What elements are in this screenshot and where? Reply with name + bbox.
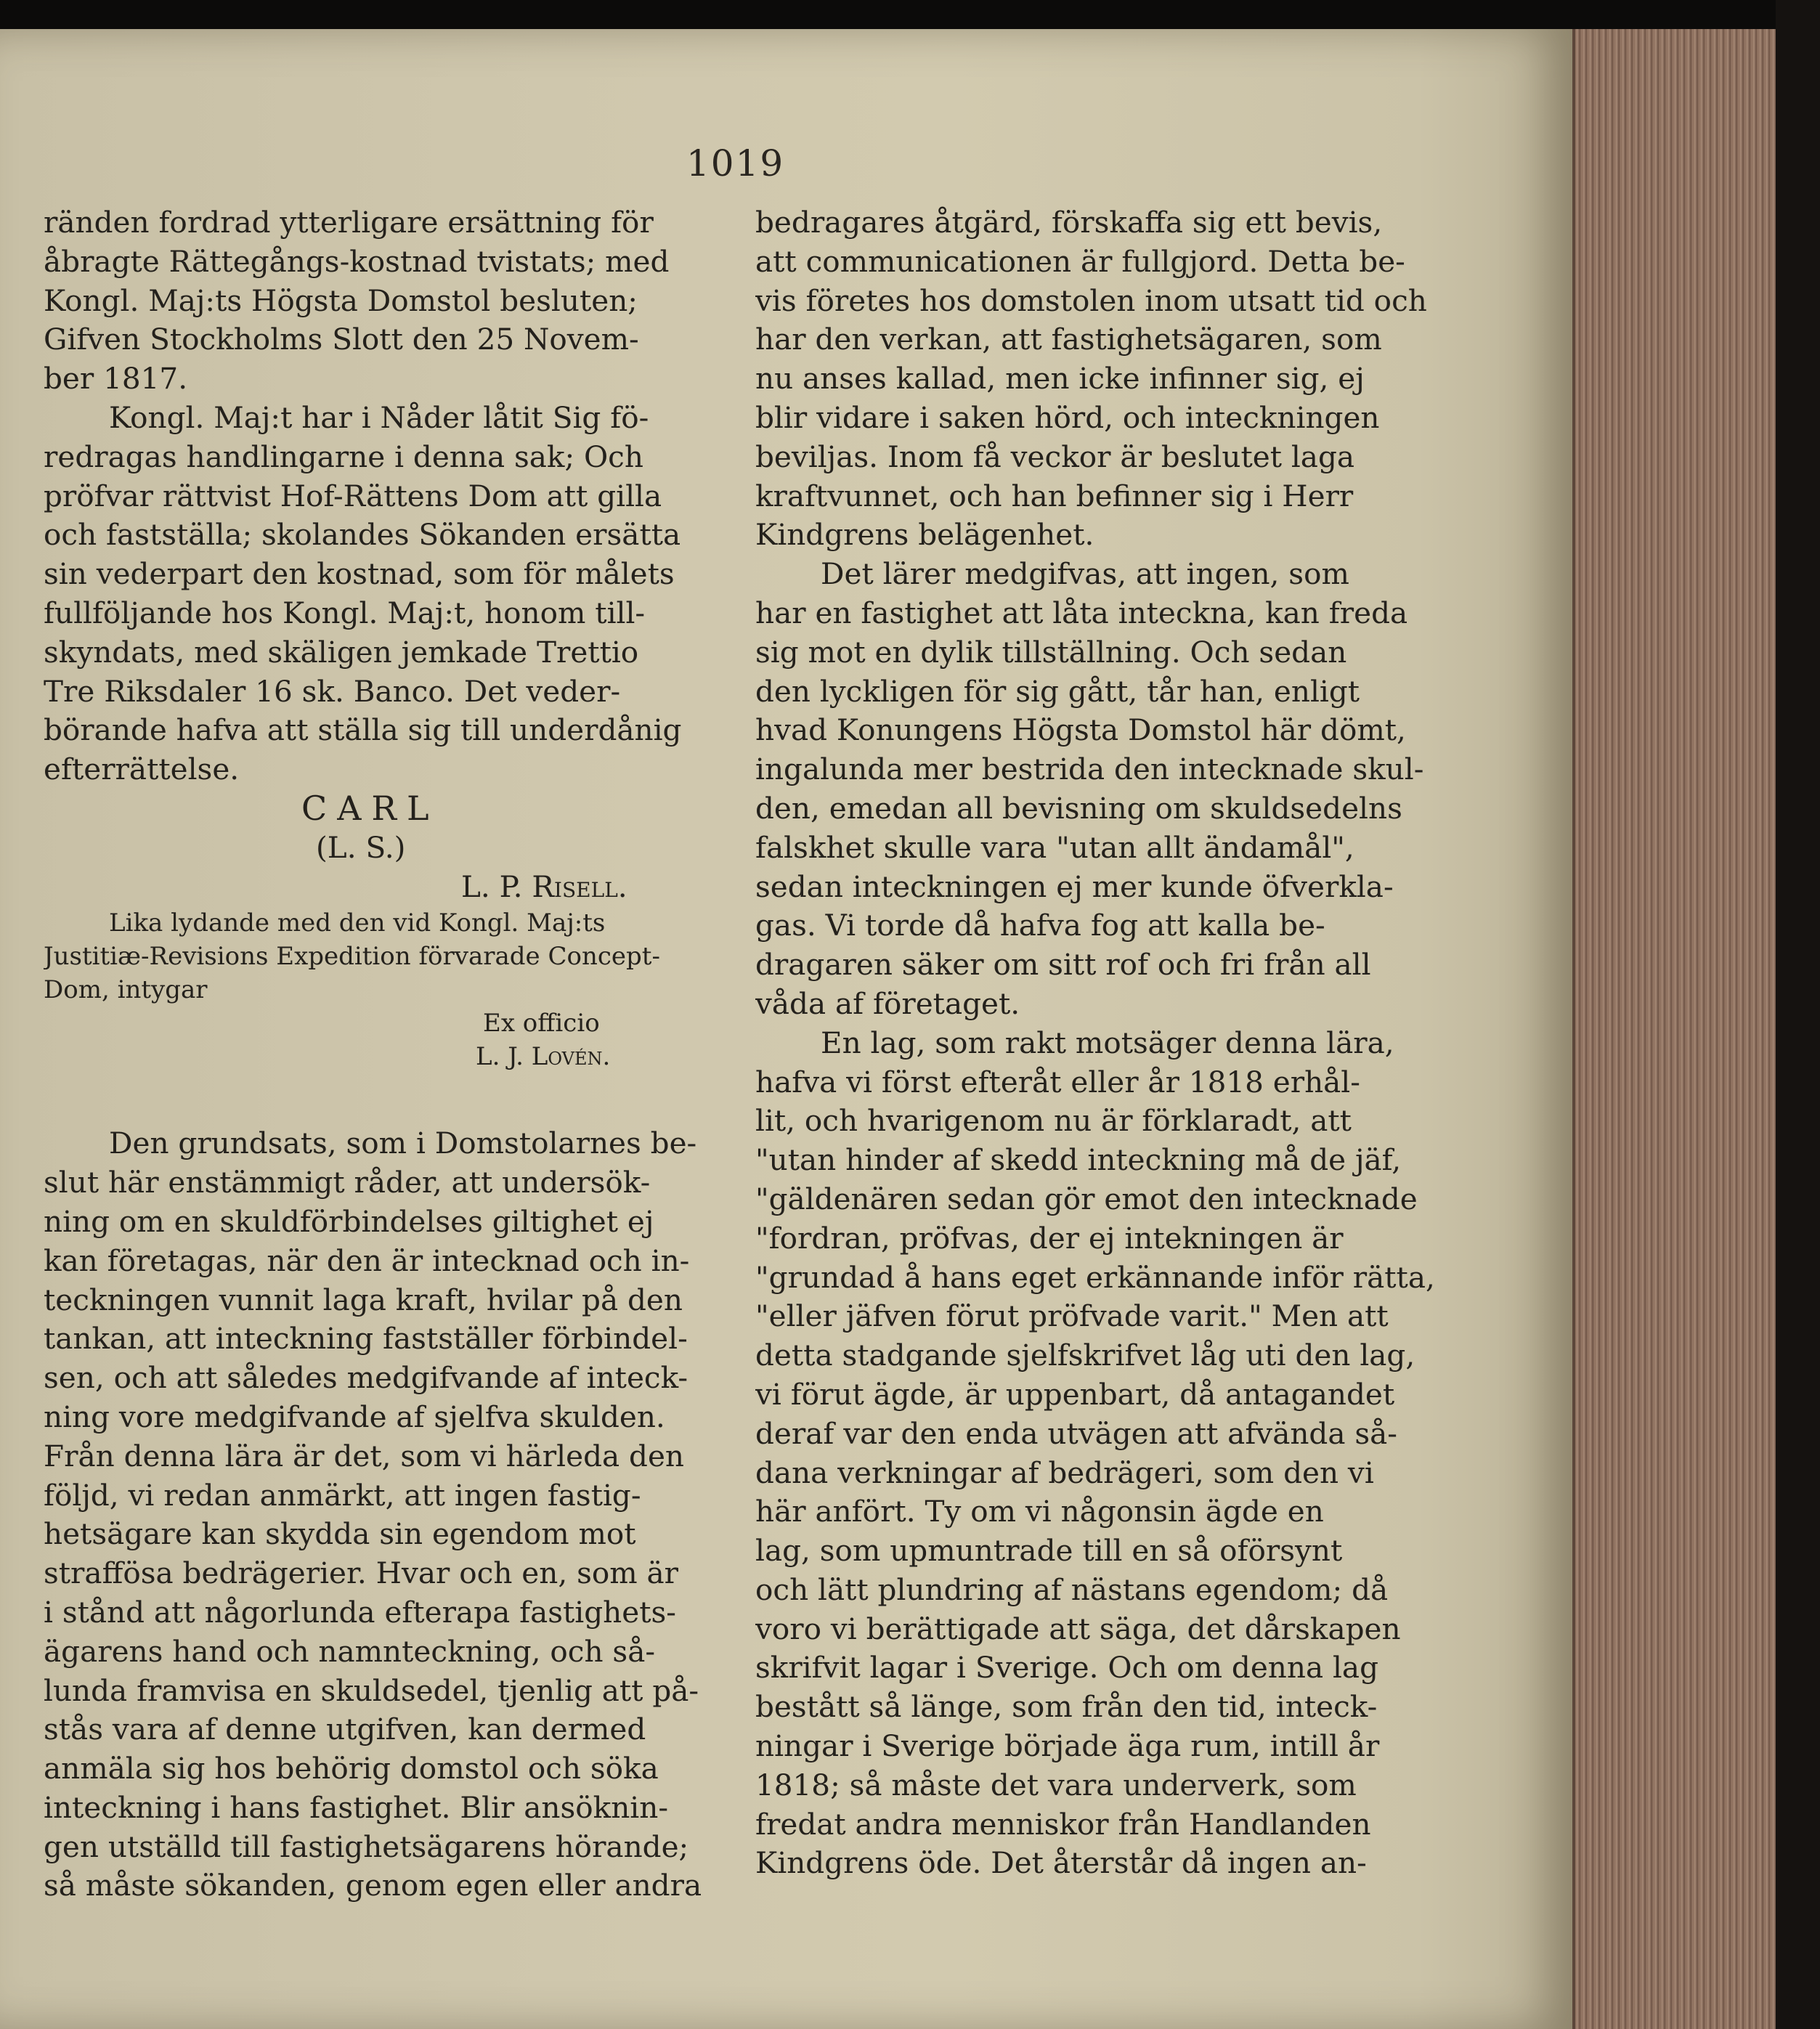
text-line: Kongl. Maj:ts Högsta Domstol besluten; <box>44 282 638 318</box>
text-line: detta stadgande sjelfskrifvet låg uti den lag, <box>755 1338 1415 1373</box>
text-line: kraftvunnet, och han befinner sig i Herr <box>755 478 1354 513</box>
text-line: har den verkan, att fastighetsägaren, som <box>755 322 1382 357</box>
text-line: slut här enstämmigt råder, att undersök- <box>44 1165 651 1200</box>
text-line: ning vore medgifvande af sjelfva skulden. <box>44 1399 665 1434</box>
page-edges <box>1572 29 1779 2029</box>
text-line: teckningen vunnit laga kraft, hvilar på den <box>44 1282 683 1317</box>
page-number: 1019 <box>686 142 785 184</box>
text-line: deraf var den enda utvägen att afvända så- <box>755 1415 1397 1451</box>
text-line: anmäla sig hos behörig domstol och söka <box>44 1751 659 1786</box>
right-column <box>755 203 1482 1883</box>
text-line: har en fastighet att låta inteckna, kan freda <box>755 595 1408 630</box>
text-line: "fordran, pröfvas, der ej intekningen är <box>755 1220 1344 1256</box>
text-line: Dom, intygar <box>44 975 208 1005</box>
text-line: bedragares åtgärd, förskaffa sig ett bevis, <box>755 205 1383 240</box>
text-line: lit, och hvarigenom nu är förklaradt, att <box>755 1103 1352 1139</box>
signature-name: CARL <box>301 788 439 828</box>
text-line: Kongl. Maj:t har i Nåder låtit Sig fö- <box>109 399 649 435</box>
text-line: sig mot en dylik tillställning. Och sedan <box>755 634 1347 670</box>
left-column <box>44 203 719 1906</box>
text-line: stås vara af denne utgifven, kan dermed <box>44 1712 646 1747</box>
text-line: så måste sökanden, genom egen eller andra <box>44 1868 702 1903</box>
text-line: skrifvit lagar i Sverige. Och om denna lag <box>755 1650 1378 1686</box>
left-paragraph-2 <box>44 399 719 789</box>
right-paragraph-3 <box>755 1024 1482 1884</box>
text-line: i stånd att någorlunda efterapa fastighets- <box>44 1594 676 1630</box>
text-line: börande hafva att ställa sig till underdånig <box>44 712 682 748</box>
text-line: efterrättelse. <box>44 752 240 787</box>
text-line: bestått så länge, som från den tid, inteck- <box>755 1689 1378 1725</box>
text-line: hetsägare kan skydda sin egendom mot <box>44 1516 636 1552</box>
text-line: "utan hinder af skedd inteckning må de jäf, <box>755 1142 1402 1178</box>
text-line: tankan, att inteckning fastställer förbindel- <box>44 1321 688 1357</box>
text-line: den, emedan all bevisning om skuldsedelns <box>755 790 1402 826</box>
text-line: och fastställa; skolandes Sökanden ersätta <box>44 517 681 553</box>
text-line: att communicationen är fullgjord. Detta be- <box>755 243 1405 279</box>
text-line: ränden fordrad ytterligare ersättning för <box>44 205 654 240</box>
text-line: fullföljande hos Kongl. Maj:t, honom till- <box>44 595 646 630</box>
right-paragraph-2 <box>755 555 1482 1024</box>
text-line: inteckning i hans fastighet. Blir ansöknin- <box>44 1789 669 1825</box>
text-line: gen utställd till fastighetsägarens hörande; <box>44 1829 689 1864</box>
signature-seal: (L. S.) <box>316 829 406 865</box>
text-line: dana verkningar af bedrägeri, som den vi <box>755 1455 1374 1490</box>
text-line: lunda framvisa en skuldsedel, tjenlig att på- <box>44 1672 699 1708</box>
text-line: Från denna lära är det, som vi härleda den <box>44 1438 685 1473</box>
text-line: hvad Konungens Högsta Domstol här dömt, <box>755 712 1406 748</box>
text-line: vi förut ägde, är uppenbart, då antagandet <box>755 1376 1395 1412</box>
text-line: pröfvar rättvist Hof-Rättens Dom att gilla <box>44 478 662 513</box>
left-paragraph-3 <box>44 1124 719 1906</box>
text-line: Gifven Stockholms Slott den 25 Novem- <box>44 322 639 357</box>
text-line: skyndats, med skäligen jemkade Trettio <box>44 634 639 670</box>
text-line: ningar i Sverige började äga rum, intill år <box>755 1728 1380 1764</box>
text-line: åbragte Rättegångs-kostnad tvistats; med <box>44 243 670 279</box>
text-line: straffösa bedrägerier. Hvar och en, som är <box>44 1556 679 1591</box>
text-line: Den grundsats, som i Domstolarnes be- <box>109 1126 697 1161</box>
ex-officio: Ex officio <box>483 1009 600 1038</box>
text-line: ber 1817. <box>44 361 188 397</box>
text-line: gas. Vi torde då hafva fog att kalla be- <box>755 908 1325 943</box>
text-line: Kindgrens belägenhet. <box>755 517 1094 553</box>
text-line: Justitiæ-Revisions Expedition förvarade Concept- <box>44 942 660 972</box>
text-line: den lyckligen för sig gått, tår han, enligt <box>755 673 1360 709</box>
text-line: lag, som upmuntrade till en så oförsynt <box>755 1533 1343 1569</box>
text-line: redragas handlingarne i denna sak; Och <box>44 439 643 474</box>
text-line: sin vederpart den kostnad, som för målets <box>44 556 675 592</box>
text-line: hafva vi först efteråt eller år 1818 erhål- <box>755 1064 1360 1099</box>
text-line: här anfört. Ty om vi någonsin ägde en <box>755 1494 1324 1529</box>
text-line: och lätt plundring af nästans egendom; då <box>755 1571 1389 1607</box>
text-line: voro vi berättigade att säga, det dårskapen <box>755 1611 1401 1646</box>
text-line: följd, vi redan anmärkt, att ingen fastig- <box>44 1477 641 1513</box>
text-line: kan företagas, när den är intecknad och in- <box>44 1243 690 1278</box>
text-line: vis företes hos domstolen inom utsatt tid och <box>755 282 1427 318</box>
text-line: "grundad å hans eget erkännande inför rätta, <box>755 1259 1435 1295</box>
certifier: L. J. Lovén. <box>476 1042 611 1072</box>
text-line: ägarens hand och namnteckning, och så- <box>44 1633 656 1669</box>
right-paragraph-1 <box>755 203 1482 555</box>
countersign: L. P. Risell. <box>461 869 627 904</box>
book-spine-shadow <box>1776 0 1820 2029</box>
text-line: fredat andra menniskor från Handlanden <box>755 1806 1371 1842</box>
text-line: Tre Riksdaler 16 sk. Banco. Det veder- <box>44 673 621 709</box>
text-line: "eller jäfven förut pröfvade varit." Men att <box>755 1298 1389 1334</box>
text-line: Kindgrens öde. Det återstår då ingen an- <box>755 1845 1367 1881</box>
text-line: dragaren säker om sitt rof och fri från all <box>755 947 1371 983</box>
text-line: falskhet skulle vara "utan allt ändamål", <box>755 829 1354 865</box>
section-gap <box>44 1073 719 1124</box>
text-line: "gäldenären sedan gör emot den intecknade <box>755 1181 1418 1216</box>
text-line: blir vidare i saken hörd, och inteckningen <box>755 399 1380 435</box>
text-line: nu anses kallad, men icke infinner sig, ej <box>755 361 1365 397</box>
text-line: ingalunda mer bestrida den intecknade skul- <box>755 752 1424 787</box>
text-line: Det lärer medgifvas, att ingen, som <box>821 556 1349 592</box>
text-line: 1818; så måste det vara underverk, som <box>755 1767 1357 1802</box>
left-paragraph-1 <box>44 203 719 399</box>
text-line: våda af företaget. <box>755 985 1020 1021</box>
text-line: ning om en skuldförbindelses giltighet ej <box>44 1203 654 1239</box>
text-line: sedan inteckningen ej mer kunde öfverkla- <box>755 869 1394 904</box>
text-line: En lag, som rakt motsäger denna lära, <box>821 1025 1394 1060</box>
text-line: sen, och att således medgifvande af inteck- <box>44 1360 688 1396</box>
text-line: Lika lydande med den vid Kongl. Maj:ts <box>109 908 606 938</box>
certification <box>44 906 719 1007</box>
text-line: beviljas. Inom få veckor är beslutet laga <box>755 439 1355 474</box>
